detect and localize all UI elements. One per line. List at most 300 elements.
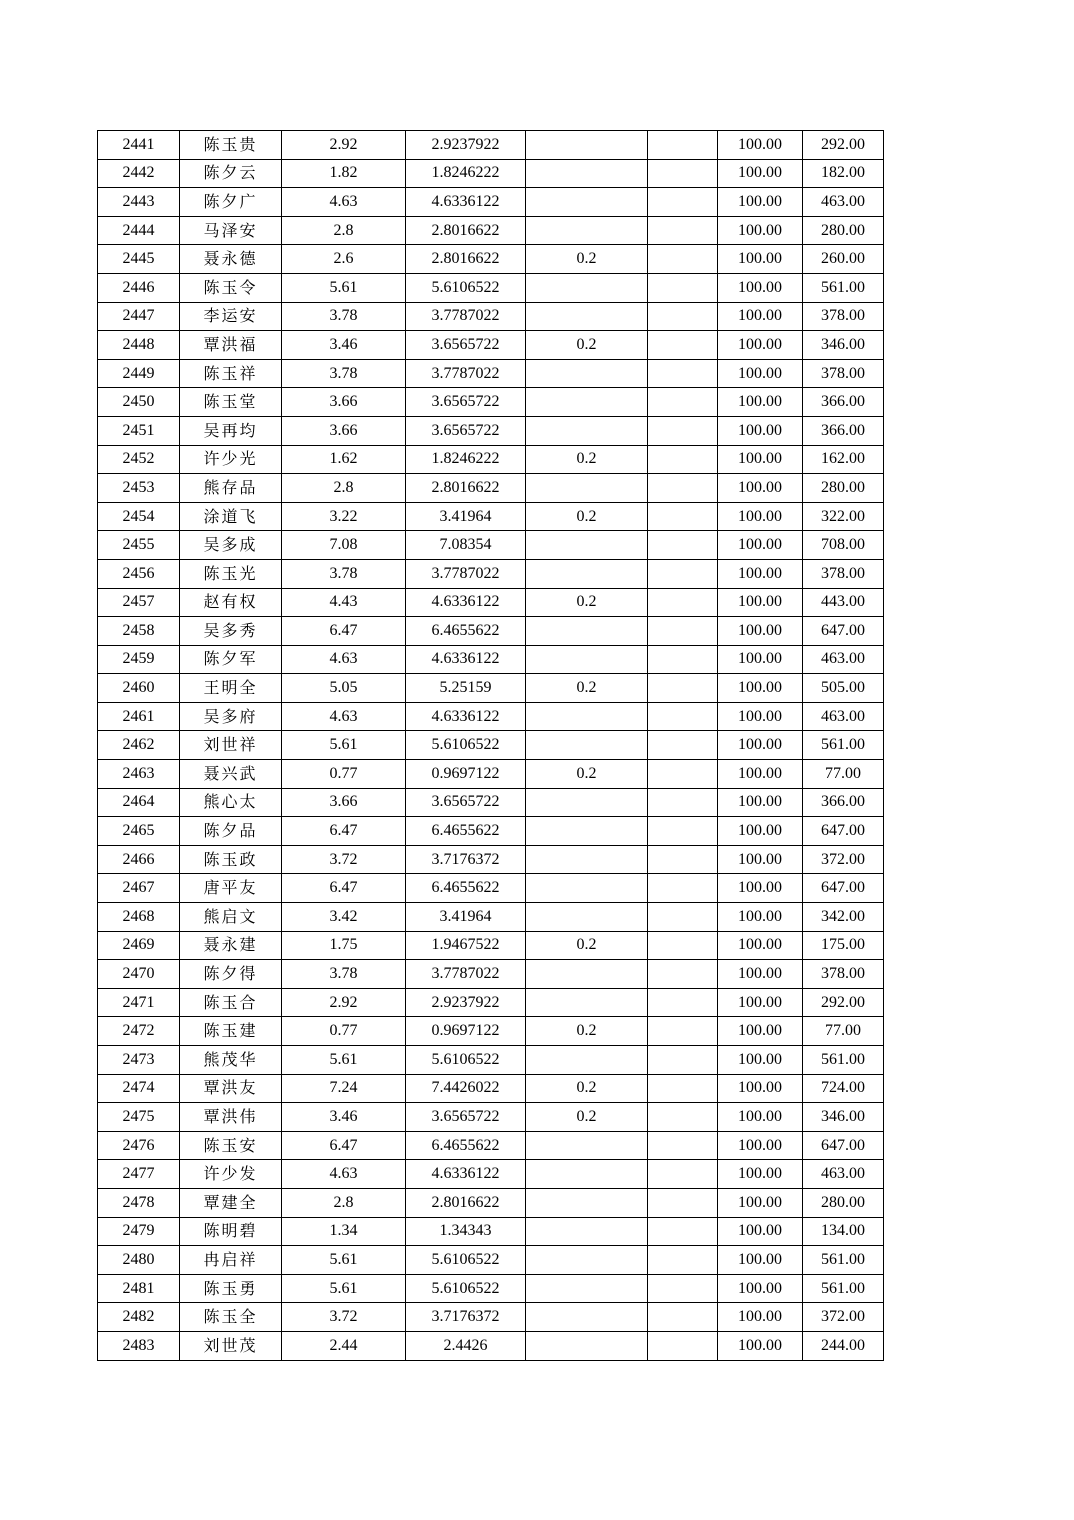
blank-cell <box>648 502 718 531</box>
name-cell: 聂兴武 <box>180 760 282 789</box>
blank-cell <box>648 1303 718 1332</box>
row-number-cell: 2454 <box>98 502 180 531</box>
unit-price-cell: 100.00 <box>718 416 803 445</box>
amount-cell: 378.00 <box>803 359 884 388</box>
measured-area-cell: 5.6106522 <box>406 1274 526 1303</box>
amount-cell: 647.00 <box>803 817 884 846</box>
name-cell: 陈玉建 <box>180 1017 282 1046</box>
name-cell: 覃建全 <box>180 1188 282 1217</box>
table-row <box>98 960 884 989</box>
table-row <box>98 760 884 789</box>
blank-cell <box>648 1103 718 1132</box>
table-row <box>98 474 884 503</box>
unit-price-cell: 100.00 <box>718 903 803 932</box>
amount-cell: 647.00 <box>803 874 884 903</box>
name-cell: 陈玉政 <box>180 845 282 874</box>
table-row <box>98 159 884 188</box>
measured-area-cell: 6.4655622 <box>406 874 526 903</box>
blank-cell <box>648 216 718 245</box>
unit-price-cell: 100.00 <box>718 131 803 160</box>
blank-cell <box>648 1217 718 1246</box>
blank-cell <box>648 674 718 703</box>
row-number-cell: 2462 <box>98 731 180 760</box>
measured-area-cell: 6.4655622 <box>406 817 526 846</box>
row-number-cell: 2479 <box>98 1217 180 1246</box>
unit-price-cell: 100.00 <box>718 388 803 417</box>
area-cell: 3.66 <box>282 388 406 417</box>
row-number-cell: 2476 <box>98 1131 180 1160</box>
unit-price-cell: 100.00 <box>718 445 803 474</box>
row-number-cell: 2457 <box>98 588 180 617</box>
unit-price-cell: 100.00 <box>718 1274 803 1303</box>
amount-cell: 342.00 <box>803 903 884 932</box>
blank-cell <box>648 617 718 646</box>
blank-cell <box>648 1131 718 1160</box>
row-number-cell: 2473 <box>98 1046 180 1075</box>
blank-cell <box>648 645 718 674</box>
difference-cell <box>526 388 648 417</box>
unit-price-cell: 100.00 <box>718 960 803 989</box>
row-number-cell: 2470 <box>98 960 180 989</box>
amount-cell: 175.00 <box>803 931 884 960</box>
blank-cell <box>648 531 718 560</box>
row-number-cell: 2452 <box>98 445 180 474</box>
name-cell: 熊心太 <box>180 788 282 817</box>
row-number-cell: 2467 <box>98 874 180 903</box>
amount-cell: 182.00 <box>803 159 884 188</box>
blank-cell <box>648 588 718 617</box>
unit-price-cell: 100.00 <box>718 531 803 560</box>
area-cell: 0.77 <box>282 760 406 789</box>
blank-cell <box>648 988 718 1017</box>
unit-price-cell: 100.00 <box>718 1017 803 1046</box>
difference-cell <box>526 1217 648 1246</box>
amount-cell: 292.00 <box>803 131 884 160</box>
unit-price-cell: 100.00 <box>718 273 803 302</box>
table-row <box>98 1017 884 1046</box>
measured-area-cell: 0.9697122 <box>406 1017 526 1046</box>
name-cell: 冉启祥 <box>180 1246 282 1275</box>
table-row <box>98 1160 884 1189</box>
difference-cell: 0.2 <box>526 760 648 789</box>
row-number-cell: 2475 <box>98 1103 180 1132</box>
table-row <box>98 245 884 274</box>
area-cell: 5.61 <box>282 1046 406 1075</box>
area-cell: 3.78 <box>282 960 406 989</box>
table-row <box>98 874 884 903</box>
measured-area-cell: 3.6565722 <box>406 388 526 417</box>
area-cell: 5.61 <box>282 1274 406 1303</box>
table-row <box>98 302 884 331</box>
row-number-cell: 2465 <box>98 817 180 846</box>
amount-cell: 134.00 <box>803 1217 884 1246</box>
table-row <box>98 617 884 646</box>
amount-cell: 244.00 <box>803 1331 884 1360</box>
row-number-cell: 2478 <box>98 1188 180 1217</box>
row-number-cell: 2477 <box>98 1160 180 1189</box>
measured-area-cell: 3.6565722 <box>406 416 526 445</box>
row-number-cell: 2441 <box>98 131 180 160</box>
unit-price-cell: 100.00 <box>718 674 803 703</box>
blank-cell <box>648 960 718 989</box>
amount-cell: 378.00 <box>803 302 884 331</box>
name-cell: 赵有权 <box>180 588 282 617</box>
difference-cell: 0.2 <box>526 931 648 960</box>
area-cell: 2.92 <box>282 131 406 160</box>
measured-area-cell: 3.6565722 <box>406 788 526 817</box>
difference-cell: 0.2 <box>526 674 648 703</box>
unit-price-cell: 100.00 <box>718 559 803 588</box>
area-cell: 3.78 <box>282 302 406 331</box>
area-cell: 3.46 <box>282 331 406 360</box>
table-row <box>98 1103 884 1132</box>
unit-price-cell: 100.00 <box>718 760 803 789</box>
measured-area-cell: 5.6106522 <box>406 1046 526 1075</box>
row-number-cell: 2443 <box>98 188 180 217</box>
blank-cell <box>648 874 718 903</box>
measured-area-cell: 4.6336122 <box>406 188 526 217</box>
area-cell: 1.34 <box>282 1217 406 1246</box>
blank-cell <box>648 131 718 160</box>
unit-price-cell: 100.00 <box>718 474 803 503</box>
amount-cell: 724.00 <box>803 1074 884 1103</box>
difference-cell <box>526 702 648 731</box>
unit-price-cell: 100.00 <box>718 1074 803 1103</box>
table-row <box>98 645 884 674</box>
measured-area-cell: 7.4426022 <box>406 1074 526 1103</box>
difference-cell <box>526 559 648 588</box>
amount-cell: 463.00 <box>803 1160 884 1189</box>
table-row <box>98 1303 884 1332</box>
name-cell: 覃洪伟 <box>180 1103 282 1132</box>
amount-cell: 647.00 <box>803 617 884 646</box>
area-cell: 4.63 <box>282 188 406 217</box>
table-row <box>98 788 884 817</box>
measured-area-cell: 1.9467522 <box>406 931 526 960</box>
amount-cell: 280.00 <box>803 216 884 245</box>
difference-cell <box>526 216 648 245</box>
name-cell: 陈夕得 <box>180 960 282 989</box>
measured-area-cell: 3.6565722 <box>406 1103 526 1132</box>
unit-price-cell: 100.00 <box>718 988 803 1017</box>
amount-cell: 366.00 <box>803 388 884 417</box>
name-cell: 陈玉祥 <box>180 359 282 388</box>
difference-cell <box>526 416 648 445</box>
row-number-cell: 2448 <box>98 331 180 360</box>
difference-cell: 0.2 <box>526 1017 648 1046</box>
table-body <box>98 131 884 1361</box>
name-cell: 吴多秀 <box>180 617 282 646</box>
measured-area-cell: 3.41964 <box>406 502 526 531</box>
area-cell: 1.75 <box>282 931 406 960</box>
difference-cell: 0.2 <box>526 331 648 360</box>
difference-cell <box>526 960 648 989</box>
difference-cell <box>526 817 648 846</box>
amount-cell: 561.00 <box>803 731 884 760</box>
unit-price-cell: 100.00 <box>718 1303 803 1332</box>
row-number-cell: 2447 <box>98 302 180 331</box>
measured-area-cell: 7.08354 <box>406 531 526 560</box>
name-cell: 涂道飞 <box>180 502 282 531</box>
table-row <box>98 988 884 1017</box>
measured-area-cell: 5.6106522 <box>406 1246 526 1275</box>
measured-area-cell: 4.6336122 <box>406 588 526 617</box>
blank-cell <box>648 760 718 789</box>
amount-cell: 292.00 <box>803 988 884 1017</box>
unit-price-cell: 100.00 <box>718 1131 803 1160</box>
unit-price-cell: 100.00 <box>718 1103 803 1132</box>
difference-cell <box>526 645 648 674</box>
table-row <box>98 702 884 731</box>
name-cell: 陈玉贵 <box>180 131 282 160</box>
name-cell: 吴再均 <box>180 416 282 445</box>
unit-price-cell: 100.00 <box>718 845 803 874</box>
amount-cell: 372.00 <box>803 845 884 874</box>
area-cell: 4.43 <box>282 588 406 617</box>
measured-area-cell: 5.6106522 <box>406 731 526 760</box>
amount-cell: 77.00 <box>803 760 884 789</box>
measured-area-cell: 5.25159 <box>406 674 526 703</box>
difference-cell <box>526 531 648 560</box>
blank-cell <box>648 559 718 588</box>
table-row <box>98 359 884 388</box>
area-cell: 3.46 <box>282 1103 406 1132</box>
unit-price-cell: 100.00 <box>718 1046 803 1075</box>
table-row <box>98 416 884 445</box>
row-number-cell: 2446 <box>98 273 180 302</box>
difference-cell <box>526 302 648 331</box>
difference-cell: 0.2 <box>526 1103 648 1132</box>
difference-cell <box>526 1160 648 1189</box>
area-cell: 5.05 <box>282 674 406 703</box>
name-cell: 许少发 <box>180 1160 282 1189</box>
blank-cell <box>648 1046 718 1075</box>
row-number-cell: 2449 <box>98 359 180 388</box>
row-number-cell: 2480 <box>98 1246 180 1275</box>
unit-price-cell: 100.00 <box>718 188 803 217</box>
name-cell: 陈夕军 <box>180 645 282 674</box>
table-row <box>98 502 884 531</box>
measured-area-cell: 3.7787022 <box>406 302 526 331</box>
blank-cell <box>648 931 718 960</box>
unit-price-cell: 100.00 <box>718 731 803 760</box>
blank-cell <box>648 1246 718 1275</box>
name-cell: 陈玉令 <box>180 273 282 302</box>
table-row <box>98 588 884 617</box>
table-row <box>98 931 884 960</box>
row-number-cell: 2463 <box>98 760 180 789</box>
row-number-cell: 2481 <box>98 1274 180 1303</box>
measured-area-cell: 3.41964 <box>406 903 526 932</box>
name-cell: 陈夕广 <box>180 188 282 217</box>
row-number-cell: 2469 <box>98 931 180 960</box>
difference-cell <box>526 188 648 217</box>
name-cell: 许少光 <box>180 445 282 474</box>
difference-cell: 0.2 <box>526 245 648 274</box>
area-cell: 2.8 <box>282 216 406 245</box>
row-number-cell: 2445 <box>98 245 180 274</box>
difference-cell: 0.2 <box>526 502 648 531</box>
area-cell: 2.8 <box>282 474 406 503</box>
unit-price-cell: 100.00 <box>718 216 803 245</box>
area-cell: 5.61 <box>282 273 406 302</box>
measured-area-cell: 2.9237922 <box>406 131 526 160</box>
area-cell: 5.61 <box>282 731 406 760</box>
blank-cell <box>648 416 718 445</box>
area-cell: 3.78 <box>282 559 406 588</box>
name-cell: 马泽安 <box>180 216 282 245</box>
difference-cell <box>526 1246 648 1275</box>
area-cell: 3.78 <box>282 359 406 388</box>
name-cell: 覃洪友 <box>180 1074 282 1103</box>
area-cell: 2.92 <box>282 988 406 1017</box>
row-number-cell: 2482 <box>98 1303 180 1332</box>
table-row <box>98 531 884 560</box>
blank-cell <box>648 273 718 302</box>
unit-price-cell: 100.00 <box>718 1246 803 1275</box>
area-cell: 3.66 <box>282 788 406 817</box>
row-number-cell: 2461 <box>98 702 180 731</box>
measured-area-cell: 2.8016622 <box>406 216 526 245</box>
difference-cell <box>526 874 648 903</box>
name-cell: 刘世祥 <box>180 731 282 760</box>
blank-cell <box>648 159 718 188</box>
amount-cell: 443.00 <box>803 588 884 617</box>
amount-cell: 280.00 <box>803 474 884 503</box>
row-number-cell: 2471 <box>98 988 180 1017</box>
measured-area-cell: 2.8016622 <box>406 1188 526 1217</box>
name-cell: 覃洪福 <box>180 331 282 360</box>
name-cell: 陈玉勇 <box>180 1274 282 1303</box>
blank-cell <box>648 445 718 474</box>
area-cell: 3.22 <box>282 502 406 531</box>
amount-cell: 322.00 <box>803 502 884 531</box>
table-row <box>98 445 884 474</box>
difference-cell <box>526 1046 648 1075</box>
table-row <box>98 731 884 760</box>
amount-cell: 561.00 <box>803 273 884 302</box>
measured-area-cell: 2.9237922 <box>406 988 526 1017</box>
measured-area-cell: 4.6336122 <box>406 645 526 674</box>
name-cell: 陈明碧 <box>180 1217 282 1246</box>
measured-area-cell: 3.7176372 <box>406 1303 526 1332</box>
area-cell: 4.63 <box>282 1160 406 1189</box>
blank-cell <box>648 245 718 274</box>
blank-cell <box>648 1017 718 1046</box>
amount-cell: 372.00 <box>803 1303 884 1332</box>
unit-price-cell: 100.00 <box>718 588 803 617</box>
row-number-cell: 2450 <box>98 388 180 417</box>
blank-cell <box>648 1074 718 1103</box>
unit-price-cell: 100.00 <box>718 817 803 846</box>
amount-cell: 77.00 <box>803 1017 884 1046</box>
measured-area-cell: 4.6336122 <box>406 702 526 731</box>
table-row <box>98 388 884 417</box>
amount-cell: 463.00 <box>803 702 884 731</box>
area-cell: 7.08 <box>282 531 406 560</box>
unit-price-cell: 100.00 <box>718 645 803 674</box>
unit-price-cell: 100.00 <box>718 245 803 274</box>
measured-area-cell: 0.9697122 <box>406 760 526 789</box>
name-cell: 吴多府 <box>180 702 282 731</box>
difference-cell <box>526 273 648 302</box>
name-cell: 刘世茂 <box>180 1331 282 1360</box>
unit-price-cell: 100.00 <box>718 1188 803 1217</box>
row-number-cell: 2453 <box>98 474 180 503</box>
blank-cell <box>648 788 718 817</box>
blank-cell <box>648 817 718 846</box>
area-cell: 6.47 <box>282 817 406 846</box>
blank-cell <box>648 188 718 217</box>
blank-cell <box>648 845 718 874</box>
row-number-cell: 2442 <box>98 159 180 188</box>
area-cell: 4.63 <box>282 702 406 731</box>
unit-price-cell: 100.00 <box>718 302 803 331</box>
unit-price-cell: 100.00 <box>718 788 803 817</box>
table-row <box>98 1074 884 1103</box>
table-row <box>98 903 884 932</box>
row-number-cell: 2474 <box>98 1074 180 1103</box>
blank-cell <box>648 1160 718 1189</box>
name-cell: 王明全 <box>180 674 282 703</box>
blank-cell <box>648 1331 718 1360</box>
measured-area-cell: 3.7787022 <box>406 960 526 989</box>
area-cell: 5.61 <box>282 1246 406 1275</box>
amount-cell: 561.00 <box>803 1274 884 1303</box>
difference-cell <box>526 131 648 160</box>
area-cell: 3.42 <box>282 903 406 932</box>
name-cell: 陈玉全 <box>180 1303 282 1332</box>
difference-cell <box>526 788 648 817</box>
unit-price-cell: 100.00 <box>718 1331 803 1360</box>
amount-cell: 561.00 <box>803 1246 884 1275</box>
difference-cell <box>526 617 648 646</box>
amount-cell: 366.00 <box>803 416 884 445</box>
table-row <box>98 674 884 703</box>
measured-area-cell: 3.7787022 <box>406 559 526 588</box>
difference-cell <box>526 159 648 188</box>
area-cell: 0.77 <box>282 1017 406 1046</box>
amount-cell: 346.00 <box>803 1103 884 1132</box>
row-number-cell: 2458 <box>98 617 180 646</box>
area-cell: 2.8 <box>282 1188 406 1217</box>
measured-area-cell: 3.7176372 <box>406 845 526 874</box>
area-cell: 6.47 <box>282 1131 406 1160</box>
amount-cell: 378.00 <box>803 960 884 989</box>
unit-price-cell: 100.00 <box>718 931 803 960</box>
difference-cell: 0.2 <box>526 588 648 617</box>
table-row <box>98 1246 884 1275</box>
amount-cell: 378.00 <box>803 559 884 588</box>
unit-price-cell: 100.00 <box>718 874 803 903</box>
area-cell: 4.63 <box>282 645 406 674</box>
amount-cell: 505.00 <box>803 674 884 703</box>
unit-price-cell: 100.00 <box>718 702 803 731</box>
unit-price-cell: 100.00 <box>718 617 803 646</box>
measured-area-cell: 2.8016622 <box>406 245 526 274</box>
row-number-cell: 2483 <box>98 1331 180 1360</box>
unit-price-cell: 100.00 <box>718 359 803 388</box>
difference-cell <box>526 1274 648 1303</box>
name-cell: 聂永德 <box>180 245 282 274</box>
table-row <box>98 1274 884 1303</box>
difference-cell <box>526 1303 648 1332</box>
name-cell: 陈玉合 <box>180 988 282 1017</box>
amount-cell: 366.00 <box>803 788 884 817</box>
name-cell: 陈玉堂 <box>180 388 282 417</box>
blank-cell <box>648 388 718 417</box>
blank-cell <box>648 702 718 731</box>
